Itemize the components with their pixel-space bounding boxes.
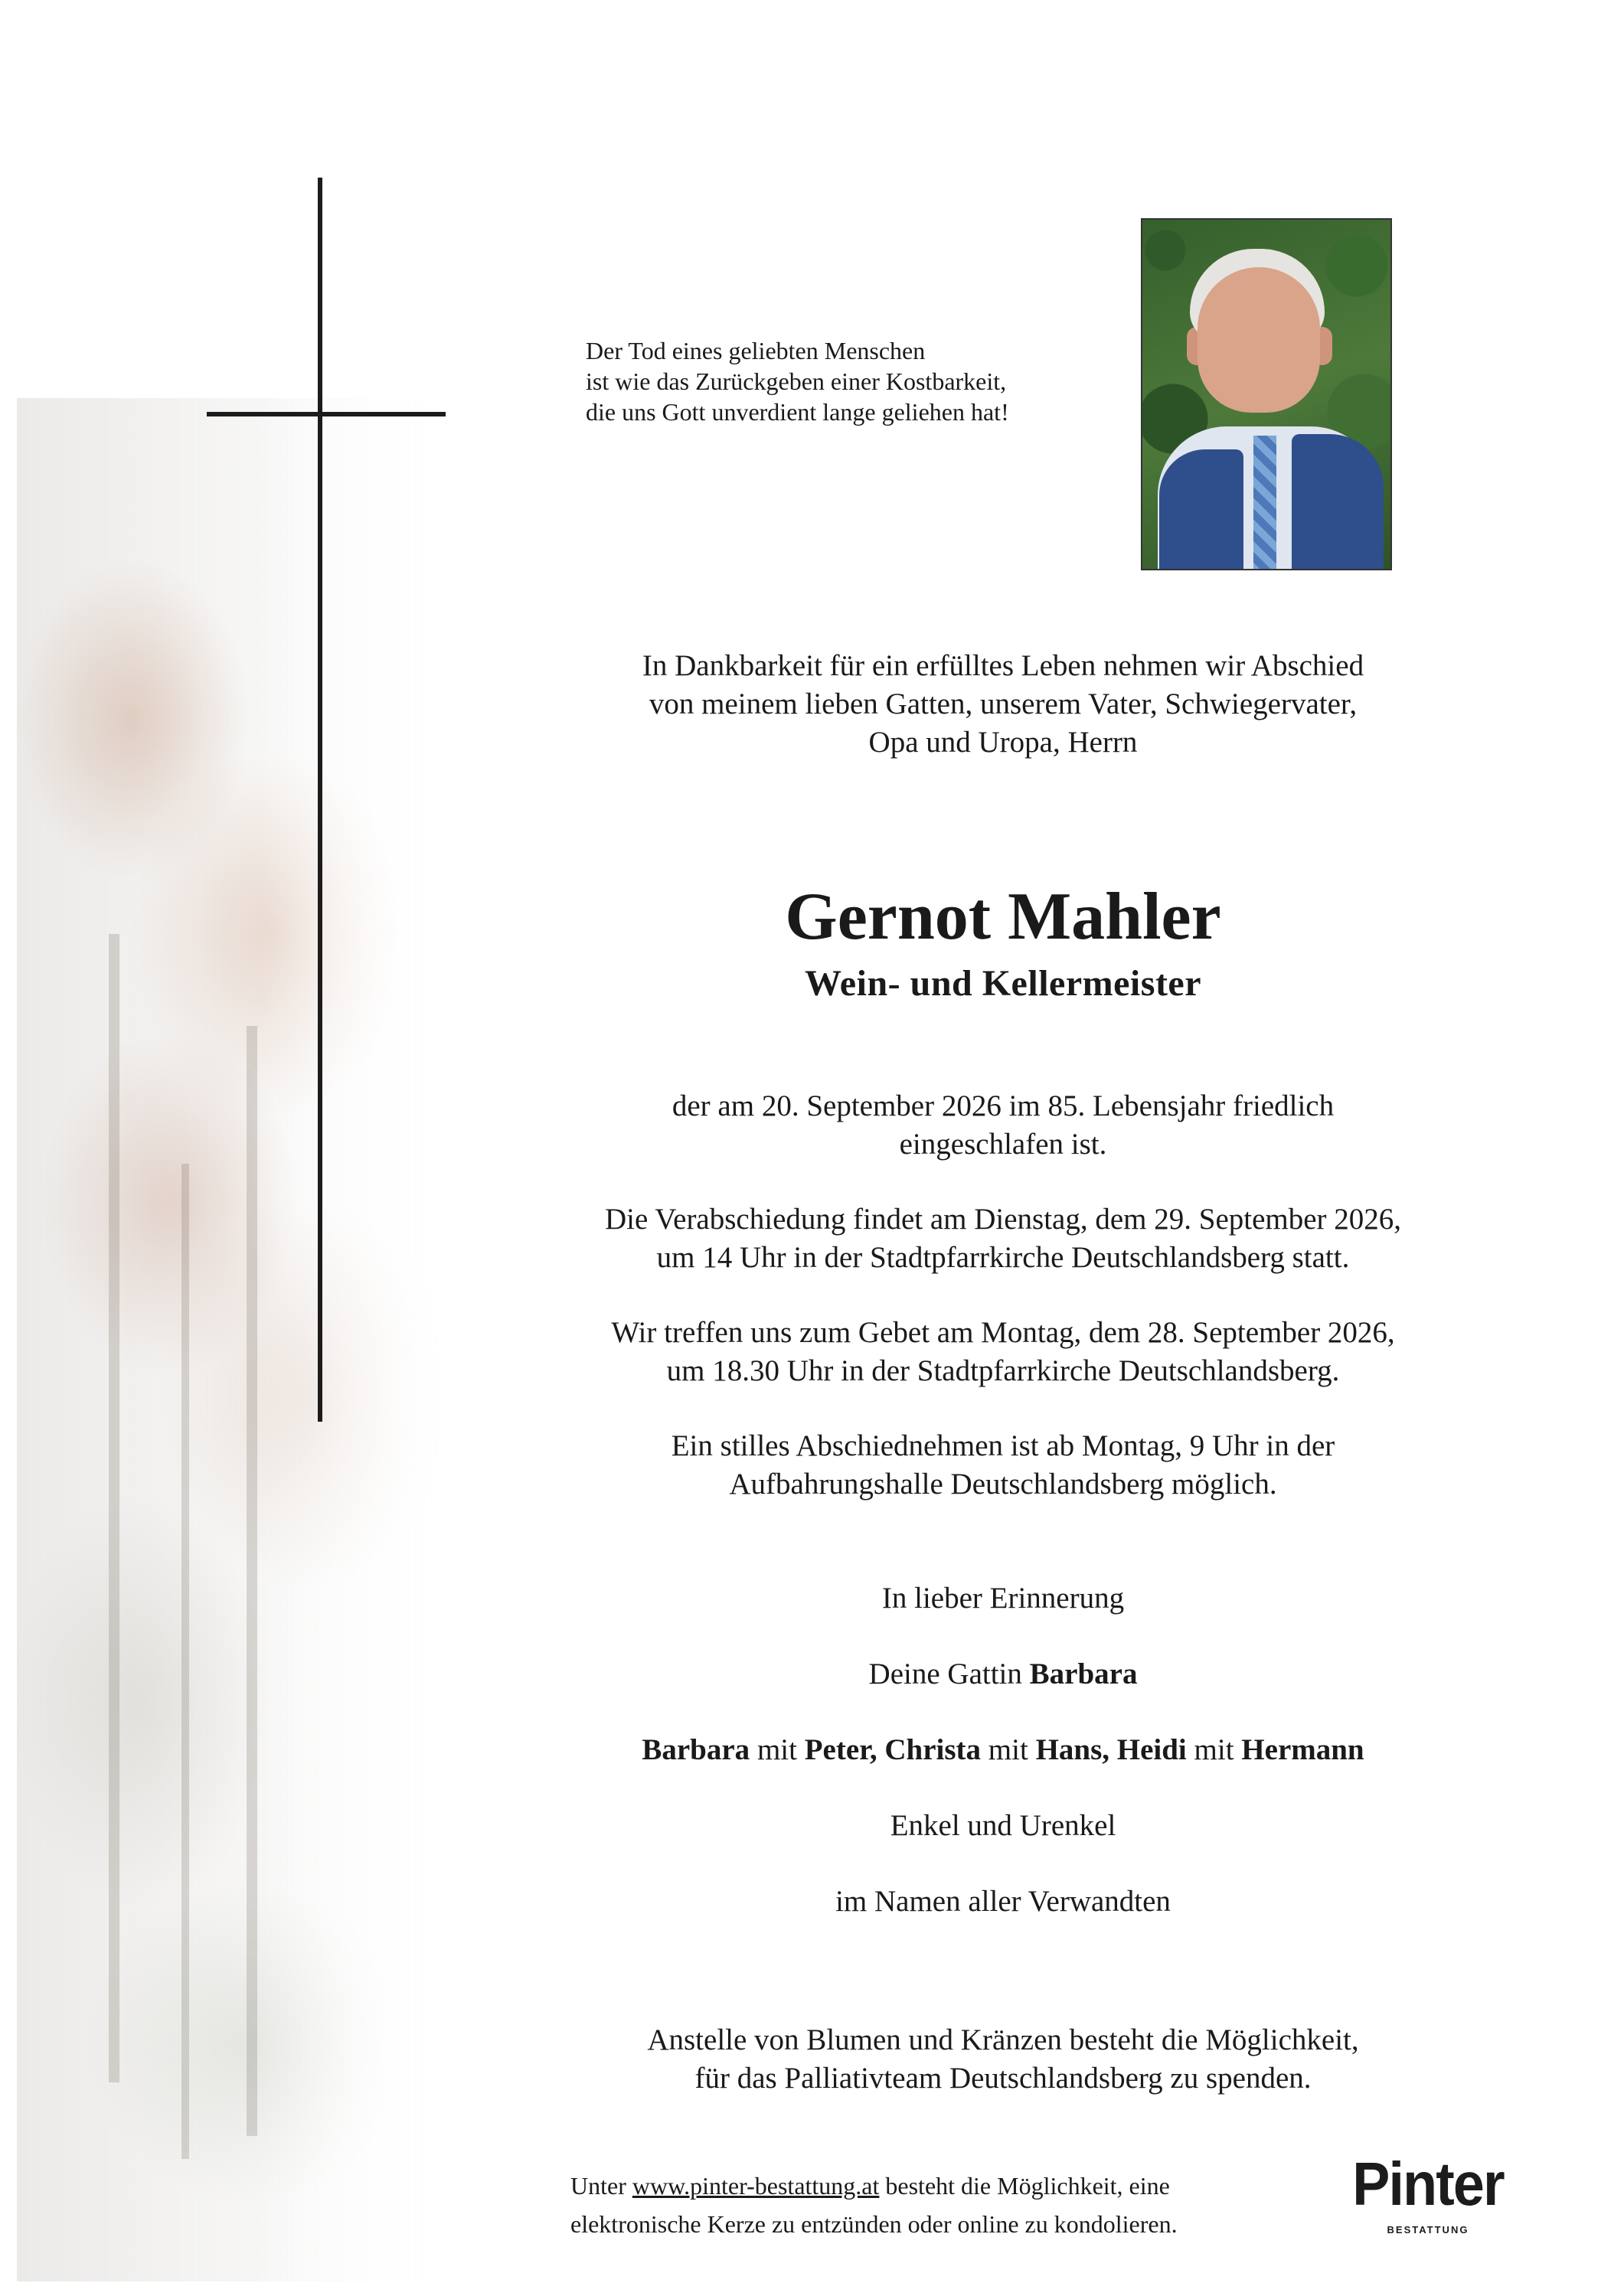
grandchildren-line bbox=[490, 1807, 1516, 1845]
logo-wordmark: Pinter bbox=[1352, 2150, 1504, 2218]
grandchildren-text: Enkel und Urenkel bbox=[890, 1809, 1116, 1842]
footer-suffix: besteht die Möglichkeit, eine bbox=[885, 2172, 1170, 2200]
prayer-info bbox=[490, 1314, 1516, 1390]
intro-line: Opa und Uropa, Herrn bbox=[868, 726, 1138, 759]
intro-line: von meinem lieben Gatten, unserem Vater, Schwiegervater, bbox=[649, 687, 1358, 720]
farewell-line: um 14 Uhr in der Stadtpfarrkirche Deutschlandsberg statt. bbox=[656, 1241, 1350, 1274]
website-link[interactable]: www.pinter-bestattung.at bbox=[632, 2172, 880, 2200]
deceased-profession: Wein- und Kellermeister bbox=[804, 963, 1202, 1004]
footer-text bbox=[570, 2167, 1305, 2243]
farewell-info bbox=[490, 1200, 1516, 1277]
children-line bbox=[490, 1731, 1516, 1769]
intro-line: In Dankbarkeit für ein erfülltes Leben nehmen wir Abschied bbox=[642, 649, 1364, 682]
relatives-text: im Namen aller Verwandten bbox=[835, 1885, 1171, 1918]
with-word: mit bbox=[756, 1733, 797, 1766]
partner-name: Hans, bbox=[1035, 1733, 1110, 1766]
prayer-line: Wir treffen uns zum Gebet am Montag, dem 28. September 2026, bbox=[611, 1316, 1395, 1349]
child-name: Barbara bbox=[642, 1733, 750, 1766]
viewing-line: Ein stilles Abschiednehmen ist ab Montag, 9 Uhr in der bbox=[671, 1429, 1335, 1462]
motto-line: die uns Gott unverdient lange geliehen hat! bbox=[586, 398, 1009, 426]
pinter-logo bbox=[1336, 2150, 1520, 2237]
footer-prefix: Unter bbox=[570, 2172, 626, 2200]
farewell-line: Die Verabschiedung findet am Dienstag, dem 29. September 2026, bbox=[604, 1203, 1402, 1236]
child-name: Heidi bbox=[1116, 1733, 1187, 1766]
footer-line-2: elektronische Kerze zu entzünden oder online zu kondolieren. bbox=[570, 2210, 1178, 2238]
memory-line bbox=[490, 1579, 1516, 1618]
logo-subtitle: BESTATTUNG bbox=[1387, 2224, 1469, 2236]
donation-line: Anstelle von Blumen und Kränzen besteht die Möglichkeit, bbox=[647, 2023, 1359, 2056]
cross-horizontal-bar bbox=[207, 412, 446, 416]
memory-text: In lieber Erinnerung bbox=[881, 1582, 1125, 1615]
death-notice-line: der am 20. September 2026 im 85. Lebensjahr friedlich bbox=[671, 1089, 1335, 1122]
partner-name: Hermann bbox=[1241, 1733, 1364, 1766]
deceased-name: Gernot Mahler bbox=[785, 880, 1221, 954]
prayer-line: um 18.30 Uhr in der Stadtpfarrkirche Deutschlandsberg. bbox=[666, 1354, 1340, 1387]
viewing-line: Aufbahrungshalle Deutschlandsberg möglich. bbox=[729, 1468, 1277, 1501]
relatives-line bbox=[490, 1883, 1516, 1921]
background-vineyard-image bbox=[17, 398, 461, 2281]
cross-vertical-bar bbox=[318, 178, 322, 1422]
viewing-info bbox=[490, 1427, 1516, 1504]
partner-name: Peter, bbox=[804, 1733, 877, 1766]
child-name: Christa bbox=[884, 1733, 982, 1766]
motto-line: Der Tod eines geliebten Menschen bbox=[586, 337, 926, 364]
spouse-line bbox=[490, 1655, 1516, 1693]
motto-line: ist wie das Zurückgeben einer Kostbarkeit, bbox=[586, 367, 1007, 395]
donation-line: für das Palliativteam Deutschlandsberg zu spenden. bbox=[694, 2062, 1312, 2095]
death-notice bbox=[490, 1087, 1516, 1164]
intro-text bbox=[490, 647, 1516, 762]
spouse-name: Barbara bbox=[1029, 1657, 1138, 1690]
with-word: mit bbox=[988, 1733, 1028, 1766]
death-notice-line: eingeschlafen ist. bbox=[899, 1128, 1107, 1161]
with-word: mit bbox=[1194, 1733, 1234, 1766]
spouse-prefix: Deine Gattin bbox=[868, 1657, 1022, 1690]
motto-quote bbox=[586, 335, 1122, 427]
portrait-photo bbox=[1141, 218, 1392, 570]
donation-notice bbox=[490, 2021, 1516, 2098]
